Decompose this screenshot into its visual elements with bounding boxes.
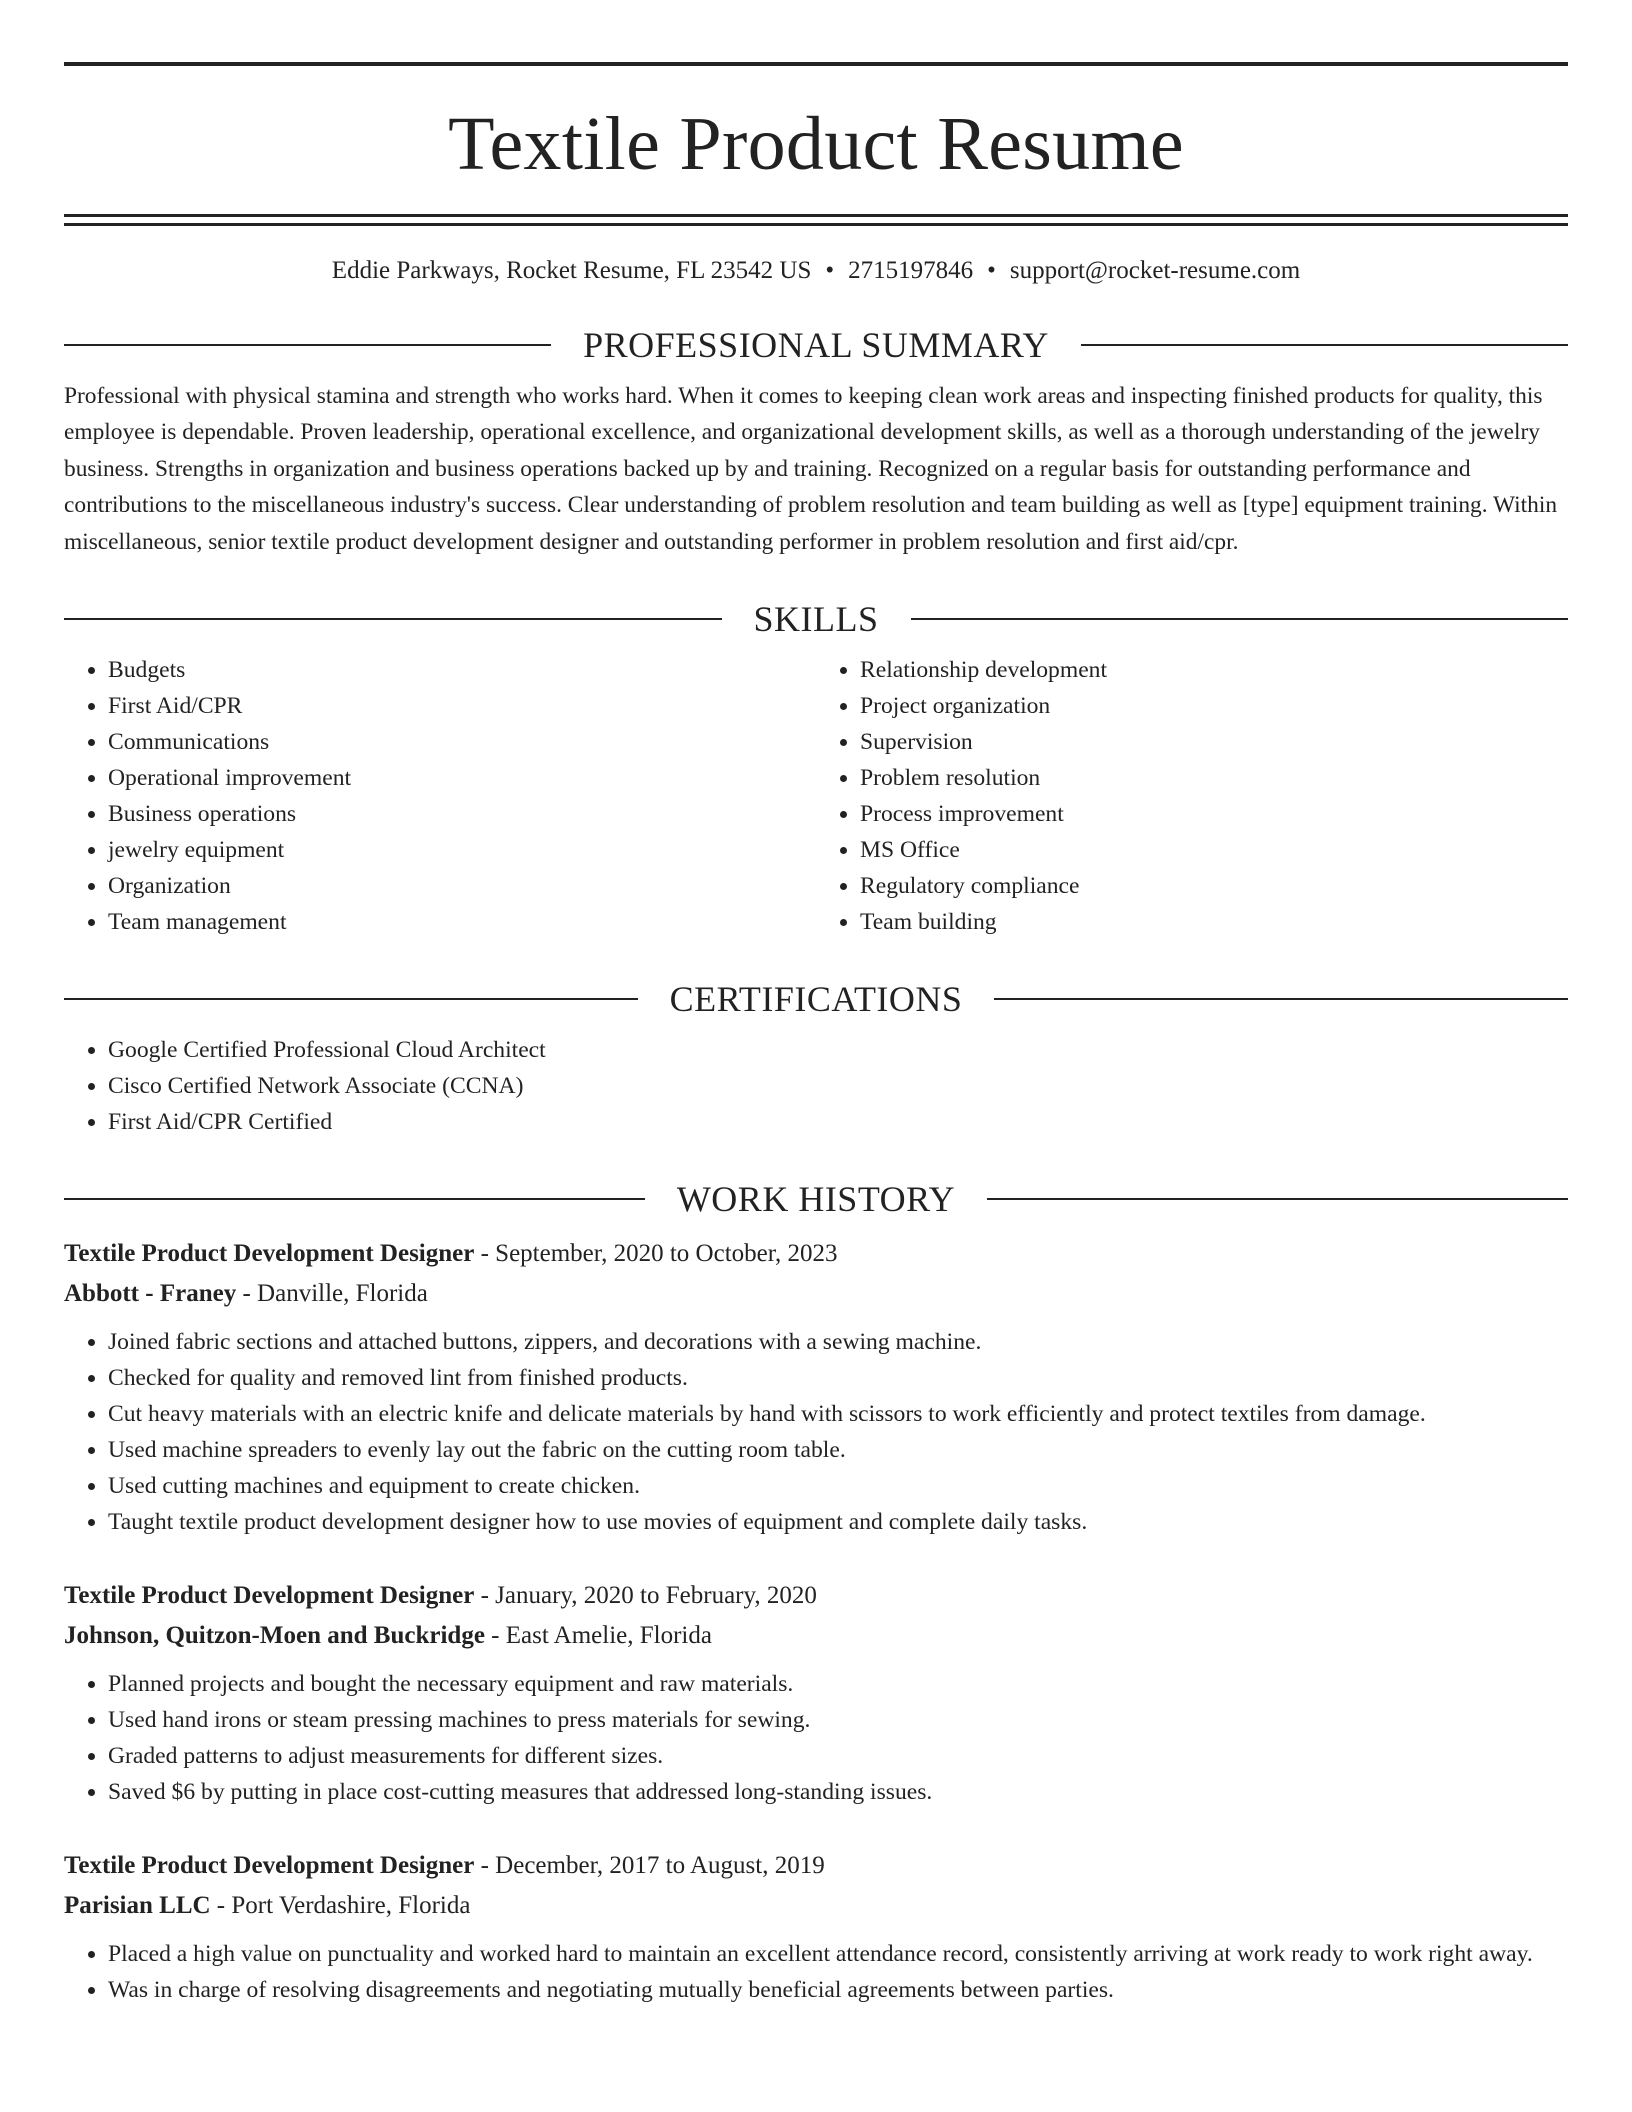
skill-item: • Organization — [108, 868, 816, 904]
skill-item: • Operational improvement — [108, 760, 816, 796]
title-double-rule — [64, 214, 1568, 226]
heading-rule — [64, 618, 722, 620]
section-title: WORK HISTORY — [676, 1179, 956, 1220]
job-bullet: • Joined fabric sections and attached buttons, zippers, and decorations with a sewing machine. — [108, 1324, 1568, 1360]
section-heading-work-history — [64, 1178, 1568, 1220]
skills-list-right — [816, 652, 1568, 940]
contact-line — [64, 256, 1568, 286]
section-title: CERTIFICATIONS — [669, 979, 963, 1020]
job-bullets — [64, 1666, 1568, 1810]
skill-item: • jewelry equipment — [108, 832, 816, 868]
section-heading-certifications — [64, 978, 1568, 1020]
heading-rule — [1081, 344, 1568, 346]
skills-list-left — [64, 652, 816, 940]
job-bullet: • Taught textile product development designer how to use movies of equipment and complete daily tasks. — [108, 1504, 1568, 1540]
job-dates: - September, 2020 to October, 2023 — [474, 1240, 838, 1268]
job-location: - East Amelie, Florida — [484, 1622, 712, 1650]
job-bullet: • Placed a high value on punctuality and worked hard to maintain an excellent attendance record, consistently arriving at work ready to work right away. — [108, 1936, 1568, 1972]
job-entry — [64, 1234, 1568, 1540]
certification-item: • First Aid/CPR Certified — [108, 1104, 1568, 1140]
job-company-line — [64, 1274, 1568, 1314]
certification-item: • Google Certified Professional Cloud Architect — [108, 1032, 1568, 1068]
job-company: Johnson, Quitzon-Moen and Buckridge — [64, 1622, 485, 1650]
heading-rule — [64, 1198, 645, 1200]
job-location: - Danville, Florida — [236, 1280, 428, 1308]
job-title-line — [64, 1576, 1568, 1616]
contact-address: Eddie Parkways, Rocket Resume, FL 23542 US — [331, 257, 812, 284]
job-bullet: • Used cutting machines and equipment to create chicken. — [108, 1468, 1568, 1504]
job-bullet: • Graded patterns to adjust measurements for different sizes. — [108, 1738, 1568, 1774]
skill-item: • Budgets — [108, 652, 816, 688]
skill-item: • Process improvement — [860, 796, 1568, 832]
job-company: Parisian LLC — [64, 1892, 211, 1920]
summary-text: Professional with physical stamina and strength who works hard. When it comes to keeping clean work areas and inspecting finished products for quality, this employee is dependable. Proven leadership, operational excellence, and organizational development skills, as well as a thorough understanding of the jewelry business. Strengths in organization and business operations backed up by and training. Recognized on a regular basis for outstanding performance and contributions to the miscellaneous industry's success. Clear understanding of problem resolution and team building as well as [type] equipment training. Within miscellaneous, senior textile product development designer and outstanding performer in problem resolution and first aid/cpr. — [64, 383, 1558, 555]
contact-separator: • — [825, 257, 835, 284]
job-bullets — [64, 1324, 1568, 1540]
contact-email: support@rocket-resume.com — [1009, 257, 1301, 284]
skill-item: • First Aid/CPR — [108, 688, 816, 724]
job-entry — [64, 1576, 1568, 1810]
job-title: Textile Product Development Designer — [64, 1582, 475, 1610]
skill-item: • Regulatory compliance — [860, 868, 1568, 904]
job-bullet: • Planned projects and bought the necessary equipment and raw materials. — [108, 1666, 1568, 1702]
skill-item: • MS Office — [860, 832, 1568, 868]
job-company-line — [64, 1616, 1568, 1656]
skill-item: • Team building — [860, 904, 1568, 940]
job-bullet: • Saved $6 by putting in place cost-cutting measures that addressed long-standing issues. — [108, 1774, 1568, 1810]
skill-item: • Team management — [108, 904, 816, 940]
heading-rule — [987, 1198, 1568, 1200]
skill-item: • Problem resolution — [860, 760, 1568, 796]
skill-item: • Communications — [108, 724, 816, 760]
job-bullet: • Cut heavy materials with an electric knife and delicate materials by hand with scissors to work efficiently and protect textiles from damage. — [108, 1396, 1568, 1432]
contact-phone: 2715197846 — [848, 257, 974, 284]
top-rule — [64, 62, 1568, 66]
job-bullet: • Checked for quality and removed lint from finished products. — [108, 1360, 1568, 1396]
job-dates: - January, 2020 to February, 2020 — [474, 1582, 817, 1610]
skill-item: • Supervision — [860, 724, 1568, 760]
section-heading-summary — [64, 324, 1568, 366]
job-bullet: • Used hand irons or steam pressing machines to press materials for sewing. — [108, 1702, 1568, 1738]
section-title: SKILLS — [753, 599, 879, 640]
section-heading-skills — [64, 598, 1568, 640]
heading-rule — [994, 998, 1568, 1000]
certifications-list — [64, 1032, 1568, 1140]
job-title-line — [64, 1234, 1568, 1274]
job-title-line — [64, 1846, 1568, 1886]
job-location: - Port Verdashire, Florida — [210, 1892, 471, 1920]
section-title: PROFESSIONAL SUMMARY — [583, 325, 1049, 365]
contact-separator: • — [987, 257, 996, 284]
heading-rule — [64, 344, 551, 346]
job-company: Abbott - Franey — [64, 1280, 237, 1308]
skill-item: • Business operations — [108, 796, 816, 832]
job-bullets — [64, 1936, 1568, 2008]
certification-item: • Cisco Certified Network Associate (CCNA) — [108, 1068, 1568, 1104]
skills-grid — [64, 652, 1568, 940]
job-bullet: • Used machine spreaders to evenly lay out the fabric on the cutting room table. — [108, 1432, 1568, 1468]
heading-rule — [911, 618, 1569, 620]
job-title: Textile Product Development Designer — [64, 1240, 475, 1268]
job-company-line — [64, 1886, 1568, 1926]
job-title: Textile Product Development Designer — [64, 1852, 475, 1880]
skill-item: • Project organization — [860, 688, 1568, 724]
job-entry — [64, 1846, 1568, 2008]
heading-rule — [64, 998, 638, 1000]
job-dates: - December, 2017 to August, 2019 — [474, 1852, 825, 1880]
resume-title: Textile Product Resume — [448, 102, 1184, 186]
job-bullet: • Was in charge of resolving disagreements and negotiating mutually beneficial agreements between parties. — [108, 1972, 1568, 2008]
skill-item: • Relationship development — [860, 652, 1568, 688]
